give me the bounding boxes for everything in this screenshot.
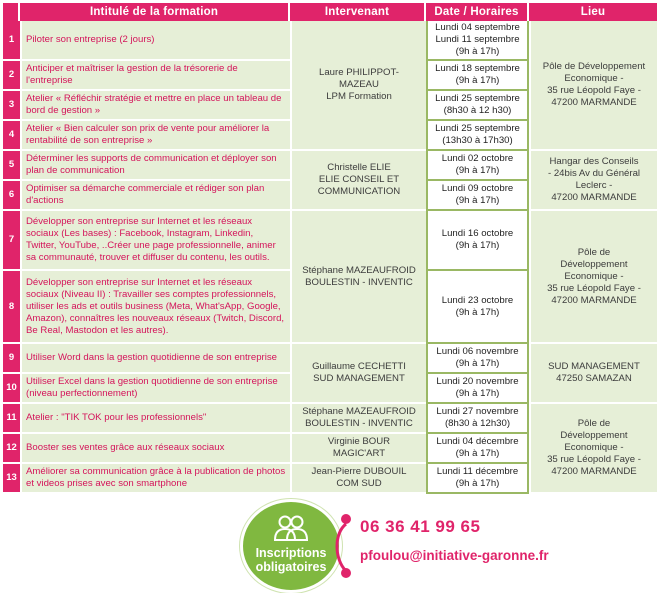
training-title: Améliorer sa communication grâce à la publication de photos et videos prises avec son smartphone (20, 464, 290, 494)
date-line: (9h à 17h) (455, 306, 500, 318)
table-row (3, 344, 657, 374)
speaker-cell (290, 151, 426, 211)
date-cell (426, 151, 529, 181)
training-title-main: Développer son entreprise sur Internet et les réseaux sociaux (Les bases) : (26, 216, 253, 239)
training-title: Utiliser Word dans la gestion quotidienne de son entreprise (20, 344, 290, 374)
header-row (3, 3, 657, 21)
date-line: Lundi 20 novembre (436, 376, 519, 387)
row-number: 10 (3, 374, 20, 404)
row-number: 3 (3, 91, 20, 121)
speaker-line: Virginie BOUR (327, 436, 391, 447)
speaker-cell (290, 211, 426, 344)
date-line: Lundi 09 octobre (441, 183, 514, 194)
training-schedule-table (3, 3, 657, 494)
speaker-line: Christelle ELIE (327, 162, 391, 173)
training-title: Booster ses ventes grâce aux réseaux sociaux (20, 434, 290, 464)
place-line: Hangar des Conseils (549, 156, 639, 167)
row-number: 13 (3, 464, 20, 494)
row-number: 5 (3, 151, 20, 181)
place-line: Développement (560, 258, 628, 270)
date-line: (9h à 17h) (455, 75, 500, 86)
table-row (3, 21, 657, 61)
speaker-line: MAZEAU (339, 79, 379, 90)
training-title: Atelier « Bien calculer son prix de vente pour améliorer la rentabilité de son entreprise » (20, 121, 290, 151)
date-line: Lundi 23 octobre (441, 294, 514, 306)
date-line: (9h à 17h) (455, 165, 500, 176)
date-cell (426, 181, 529, 211)
row-number: 4 (3, 121, 20, 151)
place-line: 35 rue Léopold Faye - (547, 85, 641, 96)
speaker-line: COMMUNICATION (317, 186, 401, 197)
place-line: 35 rue Léopold Faye - (547, 282, 641, 294)
place-line: 47250 SAMAZAN (556, 373, 632, 384)
date-line: (9h à 17h) (455, 388, 500, 399)
table-row (3, 211, 657, 271)
date-line: (8h30 à 12 h30) (443, 105, 512, 116)
row-number: 9 (3, 344, 20, 374)
speaker-line: ELIE CONSEIL ET (318, 174, 400, 185)
speaker-line: Laure PHILIPPOT- (319, 67, 399, 78)
date-cell (426, 91, 529, 121)
training-title-main: Développer son entreprise sur Internet et les réseaux sociaux (Niveau II) : (26, 276, 253, 300)
training-title (20, 211, 290, 271)
date-line: Lundi 06 novembre (436, 346, 519, 357)
training-title: Déterminer les supports de communication et déployer son plan de communication (20, 151, 290, 181)
place-cell (529, 344, 657, 404)
date-line: (9h à 17h) (455, 240, 500, 251)
place-line: 47200 MARMANDE (551, 466, 637, 477)
speaker-line: MAGIC'ART (332, 448, 386, 459)
date-cell (426, 344, 529, 374)
speaker-line: SUD MANAGEMENT (313, 373, 405, 384)
row-number: 12 (3, 434, 20, 464)
place-line: 47200 MARMANDE (551, 192, 637, 203)
place-cell (529, 21, 657, 151)
training-title: Anticiper et maîtriser la gestion de la trésorerie de l'entreprise (20, 61, 290, 91)
speaker-cell (290, 434, 426, 464)
row-number: 1 (3, 21, 20, 61)
header-speaker: Intervenant (290, 3, 426, 21)
date-cell (426, 271, 529, 344)
place-line: Pôle de Développement (542, 61, 646, 72)
training-title: Optimiser sa démarche commerciale et rédiger son plan d'actions (20, 181, 290, 211)
date-line: (8h30 à 12h30) (444, 418, 511, 429)
contact-footer (0, 497, 661, 593)
date-cell (426, 61, 529, 91)
place-line: 47200 MARMANDE (551, 294, 637, 306)
badge-text (243, 546, 339, 574)
speaker-cell (290, 344, 426, 404)
speaker-line: Stéphane MAZEAUFROID (302, 406, 416, 417)
registration-badge (240, 499, 342, 593)
row-number: 7 (3, 211, 20, 271)
date-cell (426, 21, 529, 61)
place-line: SUD MANAGEMENT (548, 361, 640, 372)
date-line: (9h à 17h) (455, 448, 500, 459)
date-line: Lundi 04 décembre (436, 436, 519, 447)
place-line: Leclerc - (575, 180, 613, 191)
date-cell (426, 434, 529, 464)
date-line: Lundi 04 septembre (435, 22, 520, 33)
speaker-line: COM SUD (336, 478, 382, 489)
date-line: (9h à 17h) (455, 46, 500, 57)
speaker-line: LPM Formation (326, 91, 392, 102)
date-line: Lundi 02 octobre (441, 153, 514, 164)
table-row (3, 151, 657, 181)
training-title-detail: Travailler ses comptes professionnels, utiliser les ads et outils business (Meta, What'sApp, Google, Amazon), connaîtres les nouveaux réseaux (Twitch, Discord, Be Real, Mastodon et les autres). (26, 288, 285, 336)
date-cell (426, 374, 529, 404)
date-line: (9h à 17h) (455, 195, 500, 206)
speaker-cell (290, 464, 426, 494)
place-line: Développement (560, 430, 628, 441)
date-cell (426, 464, 529, 494)
place-cell (529, 151, 657, 211)
badge-line: Inscriptions (255, 546, 327, 560)
speaker-line: Guillaume CECHETTI (312, 361, 406, 372)
date-cell (426, 211, 529, 271)
date-line: (9h à 17h) (455, 478, 500, 489)
date-cell (426, 121, 529, 151)
place-line: Pôle de (577, 246, 611, 258)
date-line: Lundi 16 octobre (441, 228, 514, 239)
date-line: Lundi 11 décembre (436, 466, 519, 477)
speaker-cell (290, 404, 426, 434)
place-line: Pôle de (577, 418, 611, 429)
place-line: Economique - (564, 442, 624, 453)
speaker-line: Stéphane MAZEAUFROID (302, 264, 416, 276)
date-line: (9h à 17h) (455, 358, 500, 369)
phone-number[interactable]: 06 36 41 99 65 (360, 517, 481, 536)
table-row (3, 404, 657, 434)
header-place: Lieu (529, 3, 657, 21)
place-line: Economique - (564, 73, 624, 84)
date-line: Lundi 27 novembre (436, 406, 519, 417)
place-cell (529, 404, 657, 494)
date-cell (426, 404, 529, 434)
training-title (20, 271, 290, 344)
place-cell (529, 211, 657, 344)
row-number: 2 (3, 61, 20, 91)
training-title: Atelier « Réfléchir stratégie et mettre en place un tableau de bord de gestion » (20, 91, 290, 121)
place-line: 47200 MARMANDE (551, 97, 637, 108)
speaker-line: BOULESTIN - INVENTIC (305, 276, 413, 288)
row-number: 11 (3, 404, 20, 434)
place-line: 35 rue Léopold Faye - (547, 454, 641, 465)
contact-bracket-icon (330, 511, 352, 581)
header-date: Date / Horaires (426, 3, 529, 21)
training-title: Piloter son entreprise (2 jours) (20, 21, 290, 61)
email-link[interactable]: pfoulou@initiative-garonne.fr (360, 548, 549, 563)
date-line: Lundi 25 septembre (435, 93, 520, 104)
speaker-cell (290, 21, 426, 151)
badge-line: obligatoires (255, 560, 327, 574)
header-title: Intitulé de la formation (20, 3, 290, 21)
training-title-detail: Facebook, Instagram, Linkedin, Twitter, YouTube, ..Créer une page professionnelle, animer sa communauté, trouver et diffuser du contenu, les outils. (26, 228, 276, 263)
training-title: Atelier : "TIK TOK pour les professionnels" (20, 404, 290, 434)
people-icon (273, 514, 309, 542)
row-number: 6 (3, 181, 20, 211)
date-line: Lundi 25 septembre (435, 123, 520, 134)
date-line: (13h30 à 17h30) (442, 135, 513, 146)
date-line: Lundi 18 septembre (435, 63, 520, 74)
speaker-line: Jean-Pierre DUBOUIL (311, 466, 407, 477)
speaker-line: BOULESTIN - INVENTIC (305, 418, 413, 429)
date-line: Lundi 11 septembre (435, 34, 520, 45)
header-num (3, 3, 20, 21)
training-title: Utiliser Excel dans la gestion quotidienne de son entreprise (niveau perfectionnement) (20, 374, 290, 404)
place-line: - 24bis Av du Général (547, 168, 641, 179)
row-number: 8 (3, 271, 20, 344)
place-line: Economique - (564, 270, 624, 282)
